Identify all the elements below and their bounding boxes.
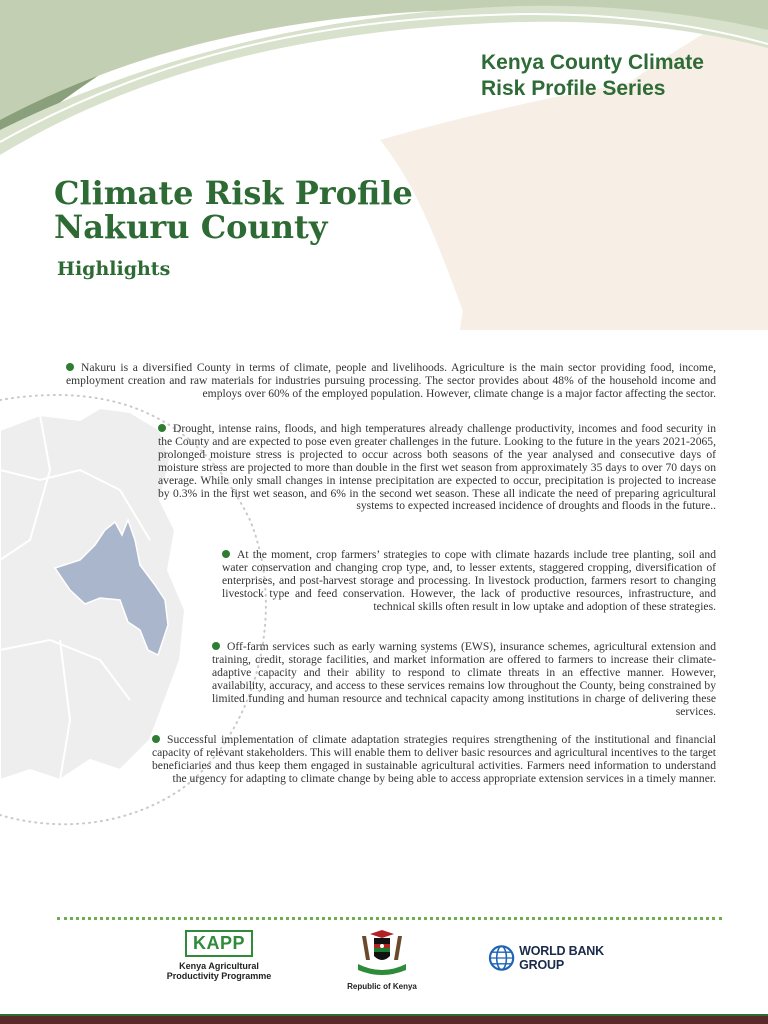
- bullet-icon: [222, 550, 230, 558]
- worldbank-caption: WORLD BANK GROUP: [519, 944, 604, 972]
- world-bank-group-logo: [488, 940, 648, 976]
- highlight-item: [152, 734, 716, 786]
- bullet-icon: [152, 735, 160, 743]
- bullet-icon: [212, 642, 220, 650]
- series-title: [481, 50, 751, 102]
- highlight-text: Nakuru is a diversified County in terms of climate, people and livelihoods. Agriculture is the main sector providing food, income, employment creation and raw materials for industries pursuing processing. The sector provides about 48% of the household income and employs over 60% of the employed population. However, climate change is a major factor affecting the sector.: [66, 361, 716, 400]
- highlight-item: [222, 549, 716, 614]
- highlight-text: Successful implementation of climate adaptation strategies requires strengthening of the institutional and financial capacity of relevant stakeholders. This will enable them to deliver basic resources and agricultural incentives to the target beneficiaries and thus keep them engaged in sustainable agricultural activities. Farmers need information to understand the urgency for adapting to climate change by being able to access appropriate extension services in a timely manner.: [152, 733, 716, 785]
- highlight-text: At the moment, crop farmers’ strategies to cope with climate hazards include tree planting, soil and water conservation and changing crop type, and, to lesser extents, staggered cropping, diversification of enterprises, and post-harvest storage and processing. In livestock production, farmers resort to changing livestock type and feed conservation. However, the lack of productive resources, infrastructure, and technical skills often result in low uptake and adoption of these strategies.: [222, 548, 716, 613]
- page-title-line1: Climate Risk Profile: [54, 174, 413, 212]
- divider: [57, 917, 722, 920]
- kapp-caption-line1: Kenya Agricultural: [179, 961, 259, 971]
- highlights-heading: Highlights: [57, 258, 171, 280]
- coat-of-arms-icon: [352, 930, 412, 976]
- globe-icon: [488, 943, 515, 973]
- footer-bar-accent: [0, 1014, 768, 1016]
- kapp-logo: [160, 930, 278, 992]
- kapp-caption: [160, 961, 278, 981]
- series-title-line1: Kenya County Climate: [481, 51, 704, 74]
- bullet-icon: [66, 363, 74, 371]
- page-title-line2: Nakuru County: [54, 208, 328, 246]
- highlight-text: Off-farm services such as early warning systems (EWS), insurance schemes, agricultural extension and training, credit, storage facilities, and market information are offered to farmers to increase their climate-adaptive capacity and their ability to respond to climate threats in an effective manner. However, availability, accuracy, and access to these services remains low throughout the County, being constrained by limited funding and human resource and technical capacity among institutions in charge of delivering these services.: [212, 640, 716, 718]
- page-title: [54, 176, 413, 244]
- highlight-item: [66, 362, 716, 401]
- series-title-line2: Risk Profile Series: [481, 77, 666, 100]
- kenya-coat-of-arms-logo: [340, 930, 424, 992]
- bullet-icon: [158, 424, 166, 432]
- highlight-text: Drought, intense rains, floods, and high temperatures already challenge productivity, incomes and food security in the County and are expected to pose even greater challenges in the future. Looking to the future in the years 2021-2065, prolonged moisture stress is projected to occur across both seasons of the year analysed and consecutive days of moisture stress are projected to more than double in the first wet season from approximately 35 days to over 70 days on average. While only small changes in intense precipitation are expected to occur, precipitation is projected to increase by 0.3% in the first wet season, and 6% in the second wet season. These all indicate the need of preparing agricultural systems to expected increased incidence of droughts and floods in the future..: [158, 422, 716, 513]
- highlight-item: [212, 641, 716, 718]
- kapp-caption-line2: Productivity Programme: [166, 971, 272, 981]
- kapp-mark: KAPP: [185, 930, 253, 957]
- highlight-item: [158, 423, 716, 513]
- kenya-caption: Republic of Kenya: [347, 982, 417, 991]
